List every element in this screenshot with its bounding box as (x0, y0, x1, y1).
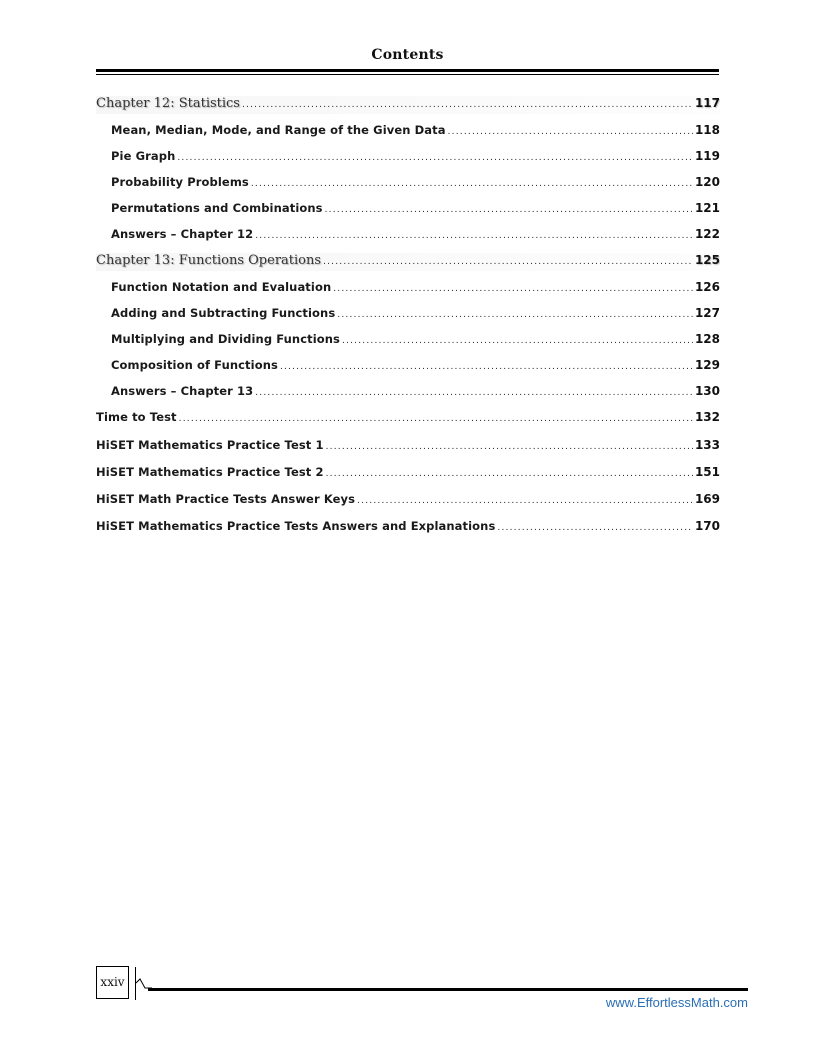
toc-page-number: 121 (694, 201, 720, 215)
toc-entry[interactable] (96, 519, 720, 537)
toc-section[interactable] (96, 149, 720, 167)
toc-label: HiSET Math Practice Tests Answer Keys (96, 492, 356, 506)
toc-section[interactable] (96, 358, 720, 376)
toc-page-number: 125 (694, 253, 720, 267)
toc-label: Probability Problems (111, 175, 249, 189)
toc-label: HiSET Mathematics Practice Test 2 (96, 465, 324, 479)
toc-page-number: 151 (694, 465, 720, 479)
dot-leader (326, 469, 693, 479)
dot-leader (255, 388, 693, 398)
toc-chapter-13[interactable] (96, 253, 720, 271)
header-rule-thick (96, 69, 719, 72)
toc-section[interactable] (96, 123, 720, 141)
toc-label: Answers – Chapter 13 (111, 384, 254, 398)
toc-page-number: 128 (694, 332, 720, 346)
toc-page-number: 119 (694, 149, 720, 163)
dot-leader (448, 127, 693, 137)
dot-leader (497, 523, 693, 533)
toc-section[interactable] (96, 332, 720, 350)
header-rule-thin (96, 74, 719, 75)
dot-leader (251, 179, 693, 189)
footer-page-number: xxiv (96, 966, 129, 999)
toc-page-number: 127 (694, 306, 720, 320)
toc-label: Multiplying and Dividing Functions (111, 332, 340, 346)
page-title: Contents (371, 47, 444, 63)
toc-label: Time to Test (96, 410, 177, 424)
toc-section[interactable] (96, 201, 720, 219)
toc-label: Answers – Chapter 12 (111, 227, 254, 241)
toc-label: Mean, Median, Mode, and Range of the Given Data (111, 123, 446, 137)
toc-page-number: 130 (694, 384, 720, 398)
toc-chapter-12[interactable] (96, 96, 720, 114)
dot-leader (326, 442, 693, 452)
dot-leader (177, 153, 693, 163)
dot-leader (333, 284, 693, 294)
toc-entry[interactable] (96, 465, 720, 483)
toc-label: Composition of Functions (111, 358, 278, 372)
toc-section[interactable] (96, 384, 720, 402)
dot-leader (280, 362, 693, 372)
toc-page-number: 120 (694, 175, 720, 189)
toc-entry[interactable] (96, 410, 720, 428)
toc-section[interactable] (96, 227, 720, 245)
toc-label: Chapter 13: Functions Operations (96, 253, 322, 268)
toc-label: Permutations and Combinations (111, 201, 323, 215)
toc-section[interactable] (96, 306, 720, 324)
toc-page-number: 170 (694, 519, 720, 533)
toc-entry[interactable] (96, 492, 720, 510)
dot-leader (179, 414, 693, 424)
toc-page-number: 133 (694, 438, 720, 452)
toc-page-number: 169 (694, 492, 720, 506)
footer-website-link[interactable]: www.EffortlessMath.com (605, 995, 748, 1010)
toc-page-number: 118 (694, 123, 720, 137)
toc-label: Function Notation and Evaluation (111, 280, 332, 294)
toc-page-number: 117 (694, 96, 720, 110)
toc-page-number: 129 (694, 358, 720, 372)
toc-section[interactable] (96, 175, 720, 193)
dot-leader (323, 257, 693, 267)
dot-leader (357, 496, 693, 506)
toc-page-number: 132 (694, 410, 720, 424)
dot-leader (242, 100, 693, 110)
toc-page-number: 122 (694, 227, 720, 241)
toc-label: HiSET Mathematics Practice Test 1 (96, 438, 324, 452)
toc-entry[interactable] (96, 438, 720, 456)
toc-label: Adding and Subtracting Functions (111, 306, 336, 320)
toc-label: Pie Graph (111, 149, 176, 163)
toc-label: Chapter 12: Statistics (96, 96, 240, 111)
toc-page-number: 126 (694, 280, 720, 294)
footer-rule (148, 988, 748, 991)
dot-leader (337, 310, 693, 320)
dot-leader (255, 231, 693, 241)
dot-leader (325, 205, 693, 215)
dot-leader (342, 336, 693, 346)
toc-label: HiSET Mathematics Practice Tests Answers and Explanations (96, 519, 496, 533)
toc-section[interactable] (96, 280, 720, 298)
